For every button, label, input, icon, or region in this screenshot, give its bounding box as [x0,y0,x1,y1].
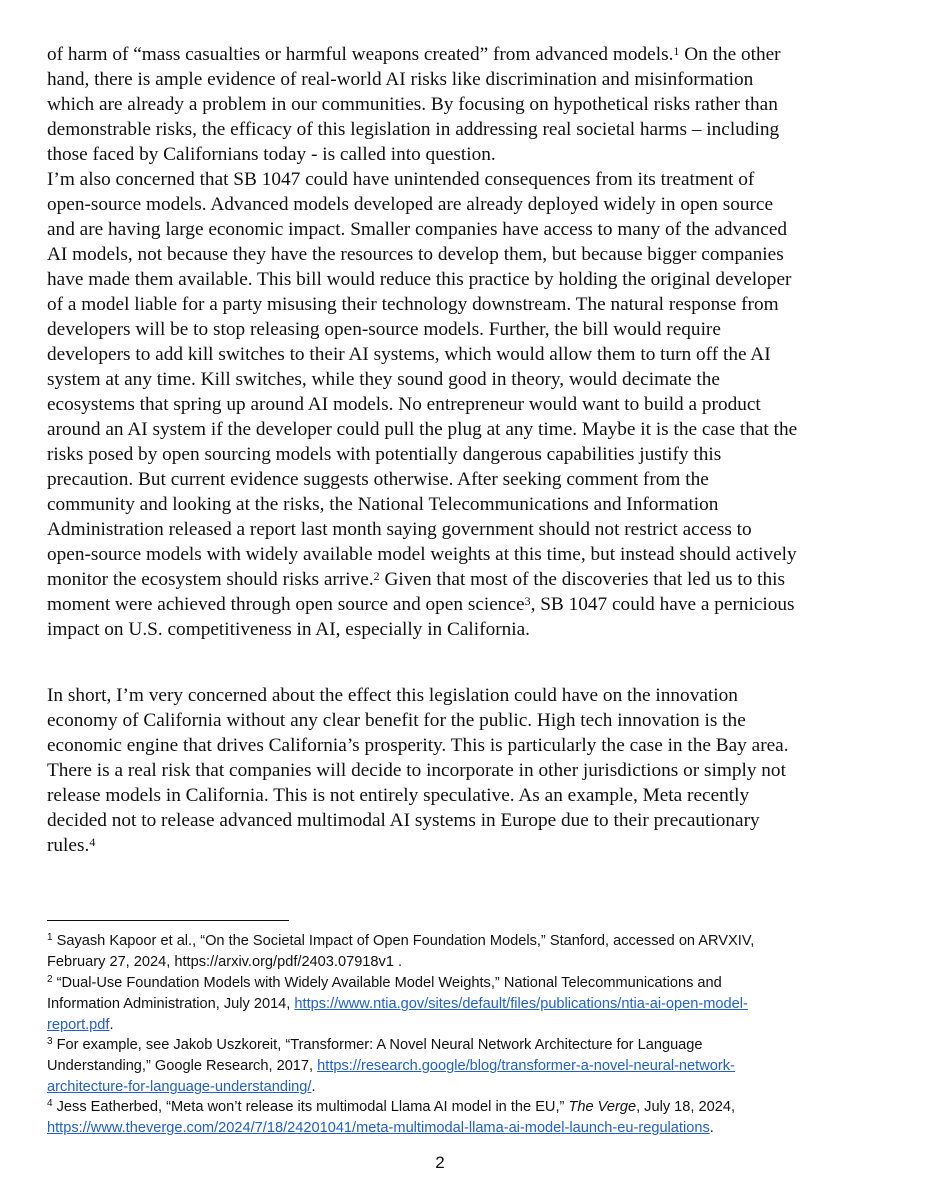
text-line: open-source models with widely available model weights at this time, but instead should actively [47,544,797,565]
text-line: community and looking at the risks, the National Telecommunications and Information [47,494,719,515]
text-line: Administration released a report last month saying government should not restrict access to [47,519,752,540]
text-line: decided not to release advanced multimodal AI systems in Europe due to their precautionary [47,810,760,831]
ntia-report-link-continued[interactable]: report.pdf [47,1017,110,1034]
text-line: ecosystems that spring up around AI models. No entrepreneur would want to build a product [47,394,761,415]
footnote-line [47,1077,907,1098]
footnote-3 [47,1035,907,1099]
text-line: precaution. But current evidence suggests otherwise. After seeking comment from the [47,469,709,490]
text-line [47,567,897,592]
footnote-text: Information Administration, July 2014, [47,996,295,1013]
text-line: I’m also concerned that SB 1047 could have unintended consequences from its treatment of [47,169,755,190]
publication-name: The Verge [568,1099,637,1115]
text-span: moment were achieved through open source and open science [47,594,525,615]
footnote-4 [47,1097,907,1139]
text-line [47,592,897,617]
footnote-1 [47,931,907,973]
text-line: which are already a problem in our communities. By focusing on hypothetical risks rather than [47,94,778,115]
footnote-line [47,931,907,952]
paragraph-2 [47,167,897,642]
text-line: impact on U.S. competitiveness in AI, especially in California. [47,619,531,640]
footnote-text: Sayash Kapoor et al., “On the Societal Impact of Open Foundation Models,” Stanford, accessed on ARVXIV, [52,933,755,949]
footnote-line [47,973,907,994]
verge-article-link[interactable]: https://www.theverge.com/2024/7/18/24201041/meta-multimodal-llama-ai-model-launch-eu-regulations [47,1120,710,1137]
text-line: AI models, not because they have the resources to develop them, but because bigger companies [47,244,784,265]
footnote-line [47,1097,907,1118]
footnote-number: 3 [47,1036,53,1048]
footnote-ref-4[interactable]: 4 [89,834,96,849]
footnote-ref-2[interactable]: 2 [373,568,380,583]
text-line: demonstrable risks, the efficacy of this legislation in addressing real societal harms – including [47,119,780,140]
footnote-text: Understanding,” Google Research, 2017, [47,1058,318,1075]
text-span: , SB 1047 could have a pernicious [530,594,795,615]
footnote-number: 2 [47,974,53,986]
text-line: system at any time. Kill switches, while they sound good in theory, would decimate the [47,369,720,390]
text-line: around an AI system if the developer could pull the plug at any time. Maybe it is the case that the [47,419,798,440]
footnote-ref-3[interactable]: 3 [524,593,531,608]
footnote-2 [47,973,907,1037]
text-line: have made them available. This bill would reduce this practice by holding the original developer [47,269,792,290]
footnote-ref-1[interactable]: 1 [673,43,680,58]
text-line: of a model liable for a party misusing their technology downstream. The natural response from [47,294,779,315]
footnote-line [47,1015,907,1036]
footnote-line [47,1035,907,1056]
footnote-text: For example, see Jakob Uszkoreit, “Transformer: A Novel Neural Network Architecture for Language [52,1037,703,1053]
footnote-text: . [109,1017,114,1034]
google-research-link-continued[interactable]: architecture-for-language-understanding/ [47,1079,312,1096]
text-line [47,833,897,858]
text-span: of harm of “mass casualties or harmful weapons created” from advanced models. [47,44,674,65]
text-line: open-source models. Advanced models developed are already deployed widely in open source [47,194,774,215]
footnote-separator [47,920,289,921]
text-line: hand, there is ample evidence of real-world AI risks like discrimination and misinformation [47,69,754,90]
text-line: developers to add kill switches to their AI systems, which would allow them to turn off the AI [47,344,771,365]
text-line: There is a real risk that companies will decide to incorporate in other jurisdictions or simply not [47,760,786,781]
text-line: and are having large economic impact. Smaller companies have access to many of the advanced [47,219,788,240]
footnote-line [47,1118,907,1139]
footnote-number: 1 [47,932,53,944]
ntia-report-link[interactable]: https://www.ntia.gov/sites/default/files/publications/ntia-ai-open-model- [294,996,748,1013]
text-span: Given that most of the discoveries that led us to this [379,569,786,590]
footnote-text: , July 18, 2024, [636,1099,736,1115]
text-line: economic engine that drives California’s prosperity. This is particularly the case in the Bay area. [47,735,789,756]
google-research-link[interactable]: https://research.google/blog/transformer-a-novel-neural-network- [317,1058,735,1075]
text-line: release models in California. This is not entirely speculative. As an example, Meta recently [47,785,750,806]
footnote-line [47,1056,907,1077]
text-line: risks posed by open sourcing models with potentially dangerous capabilities justify this [47,444,722,465]
paragraph-1 [47,42,897,167]
footnote-text: Jess Eatherbed, “Meta won’t release its multimodal Llama AI model in the EU,” [52,1099,569,1115]
text-line: those faced by Californians today - is called into question. [47,144,496,165]
text-span: rules. [47,835,90,856]
text-line: developers will be to stop releasing open-source models. Further, the bill would require [47,319,721,340]
text-span: monitor the ecosystem should risks arrive. [47,569,374,590]
text-line: In short, I’m very concerned about the effect this legislation could have on the innovation [47,685,738,706]
text-line [47,42,897,67]
footnote-line: February 27, 2024, https://arxiv.org/pdf/2403.07918v1 . [47,954,403,971]
footnote-text: . [311,1079,316,1096]
paragraph-3 [47,683,897,858]
footnote-line [47,994,907,1015]
footnote-text: “Dual-Use Foundation Models with Widely Available Model Weights,” National Telecommunications and [52,975,722,991]
page-number: 2 [435,1153,445,1172]
text-line: economy of California without any clear benefit for the public. High tech innovation is the [47,710,746,731]
footnote-text: . [709,1120,714,1137]
footnote-number: 4 [47,1098,53,1110]
text-span: On the other [679,44,781,65]
